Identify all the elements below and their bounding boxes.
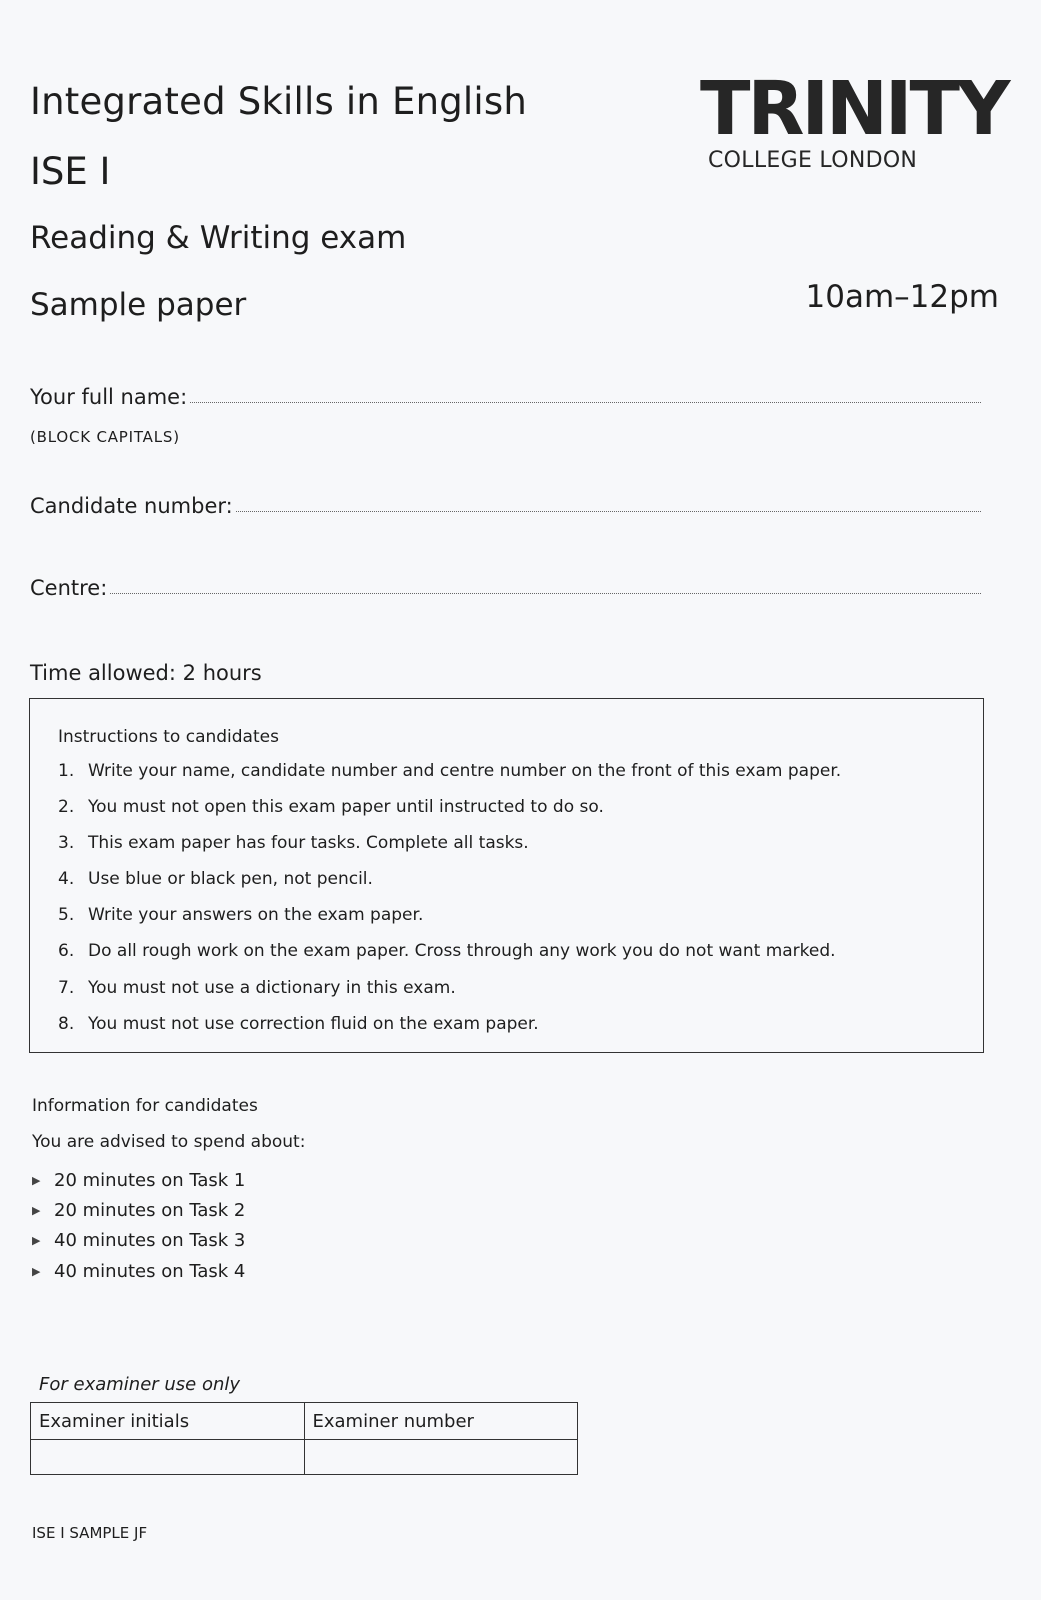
list-item: ▶ 40 minutes on Task 3 — [32, 1230, 246, 1252]
bullet-arrow-icon: ▶ — [32, 1234, 41, 1248]
instruction-item: 1. Write your name, candidate number and centre number on the front of this exam paper. — [58, 761, 842, 781]
centre-line[interactable] — [110, 592, 981, 594]
name-label: Your full name: — [30, 385, 188, 409]
exam-title: Integrated Skills in English — [30, 80, 528, 123]
instructions-title: Instructions to candidates — [58, 727, 279, 747]
logo-wordmark: TRINITY — [700, 66, 1008, 152]
candidate-number-label: Candidate number: — [30, 494, 233, 518]
footer-code: ISE I SAMPLE JF — [32, 1524, 148, 1542]
instruction-item: 5. Write your answers on the exam paper. — [58, 905, 424, 926]
name-line[interactable] — [190, 401, 981, 403]
exam-level: ISE I — [30, 150, 111, 193]
list-item: ▶ 40 minutes on Task 4 — [32, 1260, 246, 1282]
examiner-number-header: Examiner number — [304, 1403, 578, 1440]
examiner-initials-cell[interactable] — [31, 1440, 305, 1475]
time-allowed-value: 2 hours — [182, 661, 262, 685]
list-item: ▶ 20 minutes on Task 2 — [32, 1199, 246, 1221]
block-capitals-note: (BLOCK CAPITALS) — [30, 428, 180, 446]
instruction-item: 4. Use blue or black pen, not pencil. — [58, 869, 373, 890]
examiner-number-cell[interactable] — [304, 1440, 578, 1475]
candidate-number-field[interactable] — [30, 494, 981, 518]
instruction-item: 8. You must not use correction fluid on the exam paper. — [58, 1013, 539, 1034]
instruction-item: 6. Do all rough work on the exam paper. Cross through any work you do not want marked. — [58, 941, 836, 962]
instruction-item: 3. This exam paper has four tasks. Complete all tasks. — [58, 833, 529, 854]
centre-field[interactable] — [30, 576, 981, 600]
list-item: ▶ 20 minutes on Task 1 — [32, 1169, 246, 1191]
candidate-number-line[interactable] — [236, 510, 981, 512]
paper-type: Sample paper — [30, 287, 247, 323]
exam-time: 10am–12pm — [805, 279, 999, 315]
bullet-arrow-icon: ▶ — [32, 1203, 41, 1217]
examiner-table — [30, 1402, 578, 1475]
centre-label: Centre: — [30, 576, 108, 600]
exam-type: Reading & Writing exam — [30, 220, 407, 256]
instruction-item: 2. You must not open this exam paper until instructed to do so. — [58, 797, 604, 818]
bullet-arrow-icon: ▶ — [32, 1173, 41, 1187]
information-title: Information for candidates — [32, 1096, 258, 1116]
bullet-arrow-icon: ▶ — [32, 1264, 41, 1278]
examiner-use-heading: For examiner use only — [39, 1374, 241, 1395]
instructions-list — [58, 761, 841, 1050]
time-allowed — [30, 661, 262, 685]
name-field[interactable] — [30, 385, 981, 409]
trinity-logo — [700, 66, 1008, 173]
instruction-item: 7. You must not use a dictionary in this exam. — [58, 977, 456, 998]
logo-subtitle: COLLEGE LONDON — [708, 148, 918, 173]
information-subtitle: You are advised to spend about: — [32, 1132, 306, 1152]
time-allowed-label: Time allowed: — [30, 661, 176, 685]
examiner-initials-header: Examiner initials — [31, 1403, 305, 1440]
instructions-box — [29, 698, 984, 1053]
time-advice-list — [32, 1165, 245, 1286]
